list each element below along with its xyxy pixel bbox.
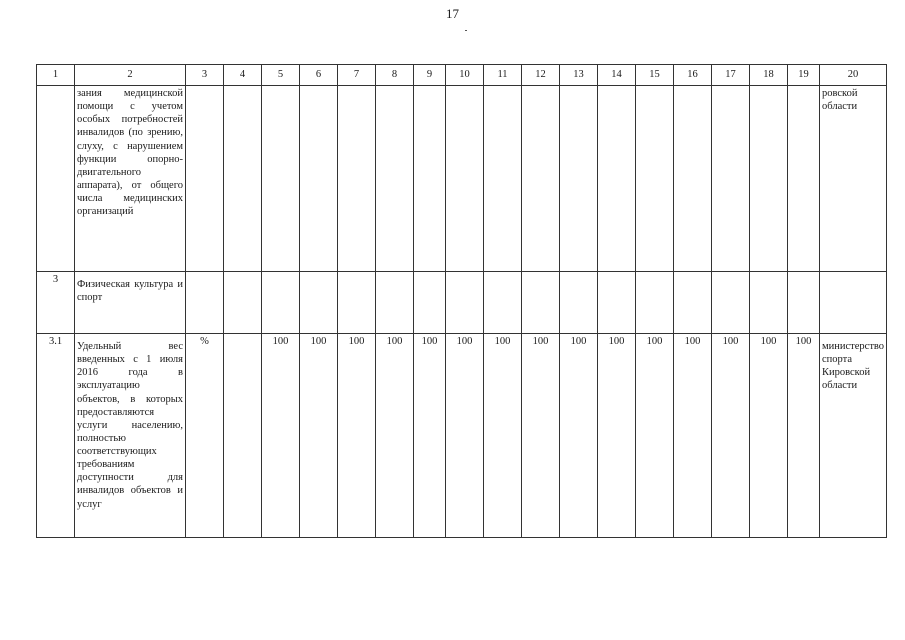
row-number — [37, 86, 75, 272]
indicator-description: Удельный вес введенных с 1 июля 2016 года в эксплуатацию объектов, в которых предоставляются услуги населению, полностью соответствующих требованиям доступности для инвалидов объектов и услуг — [75, 334, 186, 538]
unit-cell — [186, 272, 224, 334]
value-cell — [522, 272, 560, 334]
header-row — [37, 65, 887, 86]
header-cell: 14 — [598, 65, 636, 86]
value-cell — [674, 272, 712, 334]
value-cell — [262, 272, 300, 334]
value-cell — [560, 86, 598, 272]
header-cell: 10 — [446, 65, 484, 86]
value-cell: 100 — [788, 334, 820, 538]
value-cell — [636, 86, 674, 272]
value-cell: 100 — [300, 334, 338, 538]
header-cell: 20 — [820, 65, 887, 86]
value-cell — [788, 272, 820, 334]
value-cell — [446, 86, 484, 272]
value-cell: 100 — [750, 334, 788, 538]
value-cell: 100 — [560, 334, 598, 538]
value-cell — [788, 86, 820, 272]
value-cell: 100 — [484, 334, 522, 538]
value-cell — [376, 86, 414, 272]
header-cell: 7 — [338, 65, 376, 86]
value-cell — [712, 272, 750, 334]
value-cell — [560, 272, 598, 334]
header-cell: 11 — [484, 65, 522, 86]
header-cell: 3 — [186, 65, 224, 86]
header-cell: 17 — [712, 65, 750, 86]
table-row — [37, 272, 887, 334]
value-cell — [338, 86, 376, 272]
value-cell — [224, 272, 262, 334]
header-cell: 9 — [414, 65, 446, 86]
header-cell: 5 — [262, 65, 300, 86]
value-cell: 100 — [712, 334, 750, 538]
value-cell — [598, 86, 636, 272]
header-cell: 8 — [376, 65, 414, 86]
value-cell — [414, 272, 446, 334]
header-cell: 19 — [788, 65, 820, 86]
value-cell — [300, 86, 338, 272]
value-cell — [446, 272, 484, 334]
page-number: 17 — [446, 6, 459, 21]
value-cell: 100 — [376, 334, 414, 538]
value-cell — [750, 86, 788, 272]
indicator-table — [36, 64, 887, 538]
value-cell — [300, 272, 338, 334]
value-cell: 100 — [522, 334, 560, 538]
responsible-executor — [820, 272, 887, 334]
indicator-description: Физическая культура и спорт — [75, 272, 186, 334]
value-cell — [376, 272, 414, 334]
responsible-executor: министерство спорта Кировской области — [820, 334, 887, 538]
scan-speck — [465, 30, 467, 31]
value-cell — [484, 272, 522, 334]
header-cell: 12 — [522, 65, 560, 86]
header-cell: 1 — [37, 65, 75, 86]
header-cell: 15 — [636, 65, 674, 86]
indicator-description: зания медицинской помощи с учетом особых потребностей инвалидов (по зрению, слуху, с нарушением функции опорно-двигательного аппарата), от общего числа медицинских организаций — [75, 86, 186, 272]
value-cell — [750, 272, 788, 334]
value-cell: 100 — [446, 334, 484, 538]
value-cell — [484, 86, 522, 272]
value-cell: 100 — [598, 334, 636, 538]
responsible-executor: ровской области — [820, 86, 887, 272]
value-cell — [636, 272, 674, 334]
header-cell: 16 — [674, 65, 712, 86]
value-cell: 100 — [414, 334, 446, 538]
value-cell — [224, 334, 262, 538]
value-cell — [224, 86, 262, 272]
value-cell — [598, 272, 636, 334]
table-row — [37, 334, 887, 538]
header-cell: 2 — [75, 65, 186, 86]
value-cell: 100 — [674, 334, 712, 538]
value-cell: 100 — [262, 334, 300, 538]
value-cell: 100 — [636, 334, 674, 538]
value-cell — [712, 86, 750, 272]
header-cell: 4 — [224, 65, 262, 86]
value-cell — [414, 86, 446, 272]
unit-cell: % — [186, 334, 224, 538]
value-cell — [522, 86, 560, 272]
row-number: 3 — [37, 272, 75, 334]
unit-cell — [186, 86, 224, 272]
header-cell: 6 — [300, 65, 338, 86]
header-cell: 18 — [750, 65, 788, 86]
row-number: 3.1 — [37, 334, 75, 538]
header-cell: 13 — [560, 65, 598, 86]
value-cell — [674, 86, 712, 272]
value-cell: 100 — [338, 334, 376, 538]
table-row — [37, 86, 887, 272]
value-cell — [262, 86, 300, 272]
value-cell — [338, 272, 376, 334]
